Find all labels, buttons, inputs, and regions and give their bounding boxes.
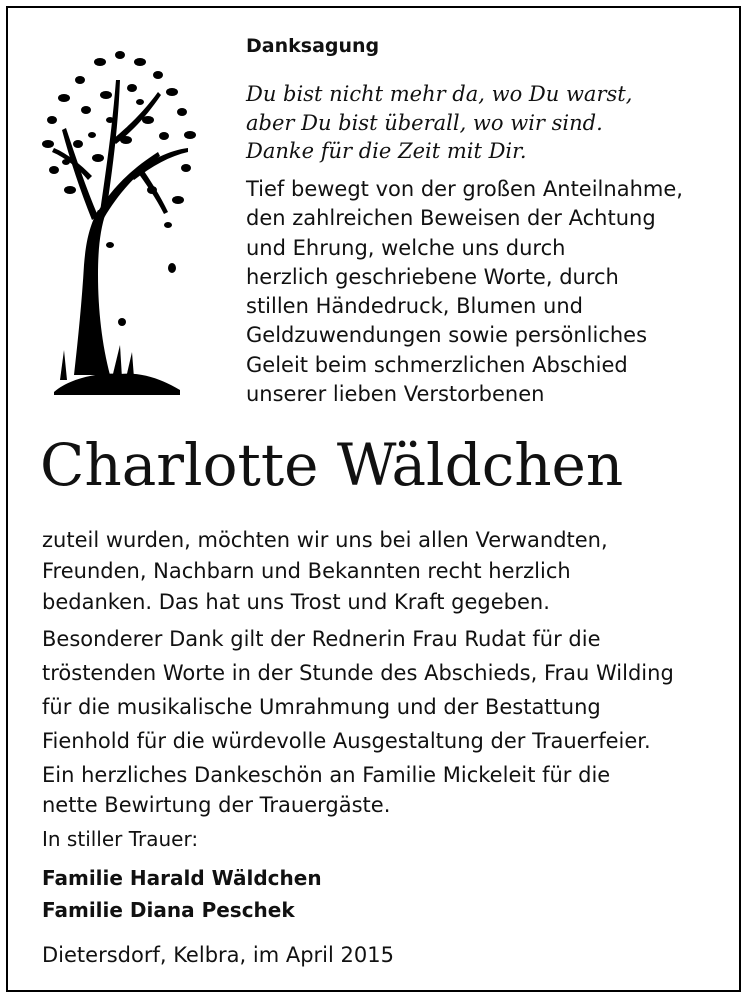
paragraph-line: Besonderer Dank gilt der Rednerin Frau Rudat für die: [42, 627, 601, 651]
tree-icon: [40, 40, 200, 400]
paragraph-line: Ein herzliches Dankeschön an Familie Mickeleit für die: [42, 763, 611, 787]
paragraph-line: Fienhold für die würdevolle Ausgestaltung der Trauerfeier.: [42, 729, 651, 753]
intro-line: Tief bewegt von der großen Anteilnahme,: [246, 177, 683, 201]
thanks-paragraph-2: [42, 622, 674, 758]
paragraph-line: nette Bewirtung der Trauergäste.: [42, 793, 391, 817]
intro-line: den zahlreichen Beweisen der Achtung: [246, 206, 656, 231]
intro-text: [246, 175, 683, 409]
paragraph-line: zuteil wurden, möchten wir uns bei allen Verwandten,: [42, 528, 608, 552]
intro-line: Geldzuwendungen sowie persönliches: [246, 323, 648, 348]
intro-line: unserer lieben Verstorbenen: [246, 382, 545, 407]
heading: Danksagung: [246, 35, 380, 57]
poem-line: aber Du bist überall, wo wir sind.: [246, 110, 603, 135]
family-name: Familie Harald Wäldchen: [42, 866, 322, 890]
intro-line: und Ehrung, welche uns durch: [246, 235, 566, 260]
deceased-name: Charlotte Wäldchen: [40, 431, 624, 499]
poem: [246, 80, 632, 166]
intro-line: herzlich geschriebene Worte, durch: [246, 264, 619, 289]
intro-line: stillen Händedruck, Blumen und: [246, 294, 583, 319]
paragraph-line: Freunden, Nachbarn und Bekannten recht herzlich: [42, 559, 571, 583]
family-name: Familie Diana Peschek: [42, 898, 295, 922]
mourning-label: In stiller Trauer:: [42, 827, 199, 851]
paragraph-line: bedanken. Das hat uns Trost und Kraft gegeben.: [42, 590, 550, 614]
intro-line: Geleit beim schmerzlichen Abschied: [246, 352, 628, 377]
place-date: Dietersdorf, Kelbra, im April 2015: [42, 943, 394, 967]
thanks-paragraph-3: [42, 760, 610, 820]
families: [42, 862, 322, 926]
paragraph-line: tröstenden Worte in der Stunde des Abschieds, Frau Wilding: [42, 661, 674, 685]
poem-line: Du bist nicht mehr da, wo Du warst,: [246, 82, 633, 106]
thanks-paragraph-1: [42, 525, 608, 618]
poem-line: Danke für die Zeit mit Dir.: [246, 139, 527, 163]
paragraph-line: für die musikalische Umrahmung und der Bestattung: [42, 695, 601, 719]
